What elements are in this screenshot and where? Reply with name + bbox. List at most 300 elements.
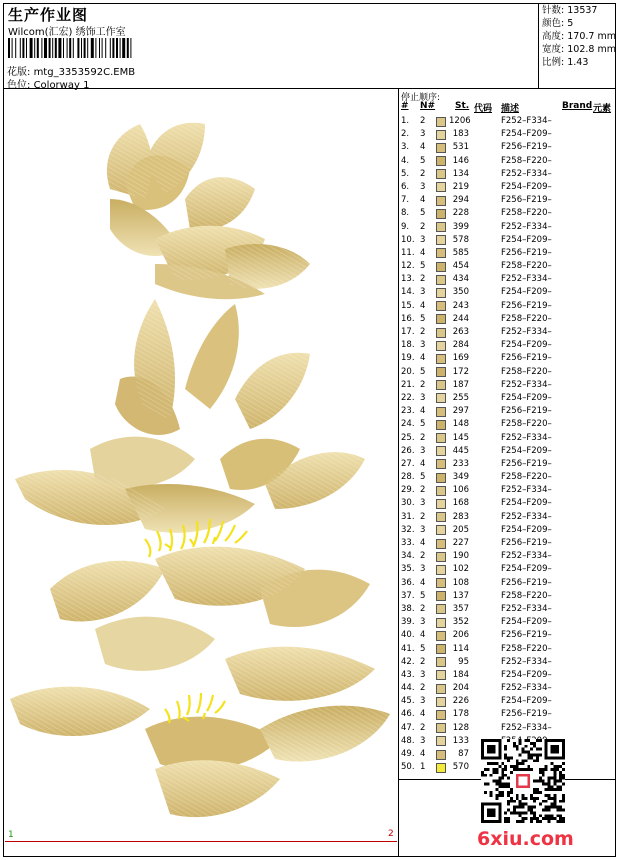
barcode-bar — [44, 38, 47, 58]
row-number: 31. — [401, 511, 415, 522]
stat-width — [542, 44, 616, 57]
qr-module — [545, 768, 548, 771]
qr-module — [539, 820, 542, 823]
qr-module — [553, 788, 556, 791]
row-color-number: 3 — [420, 564, 426, 575]
row-description: F256–F219– — [501, 353, 552, 364]
row-description: F256–F219– — [501, 709, 552, 720]
row-number: 30. — [401, 498, 415, 509]
barcode-bar — [91, 38, 94, 58]
qr-module — [530, 748, 533, 751]
barcode-bar — [34, 38, 35, 58]
qr-module — [495, 797, 498, 800]
qr-module — [533, 814, 536, 817]
qr-module — [536, 753, 539, 756]
row-number: 18. — [401, 340, 415, 351]
qr-module — [510, 791, 513, 794]
qr-module — [522, 806, 525, 809]
sequence-row — [399, 563, 599, 576]
qr-module — [527, 765, 530, 768]
color-swatch — [436, 262, 446, 272]
qr-module — [522, 794, 525, 797]
row-description: F252–F334– — [501, 603, 552, 614]
sequence-row — [399, 471, 599, 484]
row-description: F258–F220– — [501, 472, 552, 483]
header-element: 元素 — [593, 104, 612, 114]
qr-module — [539, 739, 542, 742]
sequence-row — [399, 656, 599, 669]
sequence-row — [399, 537, 599, 550]
qr-module — [513, 765, 516, 768]
row-stitches: 349 — [452, 472, 469, 483]
qr-module — [559, 809, 562, 812]
qr-module — [522, 759, 525, 762]
qr-module — [551, 806, 554, 809]
qr-module — [510, 811, 513, 814]
qr-module — [536, 748, 539, 751]
qr-module — [504, 765, 507, 768]
qr-module — [519, 762, 522, 765]
qr-module — [519, 814, 522, 817]
qr-module — [562, 800, 565, 803]
row-color-number: 4 — [420, 709, 426, 720]
row-stitches: 284 — [452, 340, 469, 351]
row-stitches: 148 — [452, 419, 469, 430]
qr-module — [545, 782, 548, 785]
qr-module — [551, 762, 554, 765]
qr-module — [519, 811, 522, 814]
qr-module — [553, 780, 556, 783]
qr-module — [504, 774, 507, 777]
barcode-bar — [26, 38, 27, 58]
row-stitches: 183 — [452, 129, 469, 140]
qr-module — [553, 771, 556, 774]
qr-module — [484, 768, 487, 771]
barcode-bar — [84, 38, 86, 58]
row-number: 21. — [401, 379, 415, 390]
row-color-number: 2 — [420, 722, 426, 733]
row-description: F258–F220– — [501, 208, 552, 219]
row-number: 46. — [401, 709, 415, 720]
qr-module — [533, 797, 536, 800]
stat-width-value: 102.8 mm — [567, 43, 616, 55]
sequence-row — [399, 603, 599, 616]
qr-module — [548, 820, 551, 823]
row-number: 23. — [401, 406, 415, 417]
color-swatch — [436, 473, 446, 483]
stat-scale-value: 1.43 — [567, 56, 589, 68]
barcode-bar — [127, 38, 129, 58]
row-number: 6. — [401, 181, 410, 192]
sequence-row — [399, 141, 599, 154]
row-description: F252–F334– — [501, 116, 552, 126]
qr-module — [545, 788, 548, 791]
barcode-bar — [112, 38, 114, 58]
color-swatch — [436, 618, 446, 628]
qr-module — [548, 785, 551, 788]
colorway-label: 色位: — [7, 80, 31, 91]
row-color-number: 3 — [420, 287, 426, 298]
qr-module — [562, 777, 565, 780]
row-color-number: 3 — [420, 669, 426, 680]
row-number: 42. — [401, 656, 415, 667]
qr-module — [548, 788, 551, 791]
qr-module — [501, 782, 504, 785]
row-color-number: 2 — [420, 603, 426, 614]
sequence-row — [399, 669, 599, 682]
color-swatch — [436, 525, 446, 535]
qr-module — [504, 782, 507, 785]
row-number: 33. — [401, 538, 415, 548]
qr-module — [504, 820, 507, 823]
stat-scale — [542, 57, 616, 70]
row-stitches: 102 — [452, 564, 469, 575]
qr-module — [551, 768, 554, 771]
row-description: F252–F334– — [501, 656, 552, 667]
qr-module — [527, 739, 530, 742]
qr-module — [522, 811, 525, 814]
row-number: 34. — [401, 551, 415, 562]
row-color-number: 5 — [420, 366, 426, 377]
row-number: 19. — [401, 353, 415, 364]
row-description: F256–F219– — [501, 142, 552, 153]
row-number: 28. — [401, 472, 415, 483]
qr-code — [481, 739, 565, 823]
qr-module — [527, 753, 530, 756]
row-number: 3. — [401, 142, 410, 153]
row-color-number: 3 — [420, 181, 426, 192]
row-stitches: 219 — [452, 181, 469, 192]
row-description: F258–F220– — [501, 419, 552, 430]
qr-module — [519, 742, 522, 745]
qr-module — [559, 800, 562, 803]
qr-module — [516, 820, 519, 823]
qr-module — [559, 771, 562, 774]
color-swatch — [436, 235, 446, 245]
qr-module — [530, 742, 533, 745]
qr-module — [556, 780, 559, 783]
row-stitches: 226 — [452, 696, 469, 707]
row-color-number: 4 — [420, 630, 426, 641]
qr-module — [495, 768, 498, 771]
qr-module — [507, 759, 510, 762]
row-stitches: 133 — [452, 735, 469, 746]
row-stitches: 95 — [458, 656, 469, 667]
row-stitches: 190 — [452, 551, 469, 562]
row-stitches: 227 — [452, 538, 469, 548]
qr-module — [539, 814, 542, 817]
row-description: F256–F219– — [501, 406, 552, 417]
color-swatch — [436, 697, 446, 707]
row-description: F252–F334– — [501, 168, 552, 179]
row-number: 25. — [401, 432, 415, 443]
barcode-bar — [81, 38, 82, 58]
row-number: 22. — [401, 392, 415, 403]
row-stitches: 205 — [452, 524, 469, 535]
row-description: F254–F209– — [501, 340, 552, 351]
row-stitches: 178 — [452, 709, 469, 720]
sequence-row — [399, 313, 599, 326]
frame-baseline — [5, 841, 397, 842]
row-color-number: 5 — [420, 208, 426, 219]
qr-module — [545, 794, 548, 797]
row-description: F252–F334– — [501, 432, 552, 443]
barcode-bar — [110, 38, 111, 58]
qr-module — [487, 762, 490, 765]
file-name: mtg_3353592C.EMB — [33, 67, 136, 78]
qr-module — [533, 759, 536, 762]
barcode-bar — [87, 38, 88, 58]
stat-stitches-value: 13537 — [567, 5, 598, 16]
sequence-row — [399, 445, 599, 458]
qr-module — [527, 756, 530, 759]
row-number: 24. — [401, 419, 415, 430]
row-description: F258–F220– — [501, 313, 552, 324]
qr-module — [522, 751, 525, 754]
qr-module — [542, 817, 545, 820]
row-stitches: 585 — [452, 247, 469, 258]
barcode-bar — [52, 38, 53, 58]
stat-stitches — [542, 5, 616, 18]
row-description: F254–F209– — [501, 617, 552, 628]
qr-module — [553, 774, 556, 777]
color-swatch — [436, 670, 446, 680]
qr-module — [562, 820, 565, 823]
row-number: 15. — [401, 300, 415, 311]
qr-module — [507, 809, 510, 812]
qr-module — [545, 817, 548, 820]
sequence-row — [399, 524, 599, 537]
qr-module — [536, 797, 539, 800]
qr-module — [551, 777, 554, 780]
barcode-bar — [102, 38, 103, 58]
row-description: F252–F334– — [501, 221, 552, 232]
qr-module — [504, 748, 507, 751]
row-color-number: 2 — [420, 683, 426, 694]
sequence-row — [399, 115, 599, 128]
header-brand: Brand — [562, 101, 593, 111]
color-swatch — [436, 182, 446, 192]
row-number: 13. — [401, 274, 415, 285]
qr-module — [539, 748, 542, 751]
row-stitches: 128 — [452, 722, 469, 733]
color-swatch — [436, 420, 446, 430]
qr-logo-inner — [519, 777, 528, 786]
qr-module — [513, 809, 516, 812]
row-number: 43. — [401, 669, 415, 680]
stats-divider — [538, 3, 539, 89]
color-swatch — [436, 657, 446, 667]
qr-module — [498, 777, 501, 780]
qr-module — [530, 806, 533, 809]
embroidery-artwork — [5, 89, 398, 839]
row-number: 35. — [401, 564, 415, 575]
qr-module — [504, 768, 507, 771]
qr-module — [498, 765, 501, 768]
barcode-bar — [69, 38, 71, 58]
sequence-row — [399, 629, 599, 642]
row-stitches: 531 — [452, 142, 469, 153]
row-stitches: 145 — [452, 432, 469, 443]
qr-module — [498, 782, 501, 785]
row-number: 8. — [401, 208, 410, 219]
row-color-number: 3 — [420, 617, 426, 628]
row-stitches: 352 — [452, 617, 469, 628]
row-number: 49. — [401, 749, 415, 759]
row-description: F256–F219– — [501, 577, 552, 588]
row-number: 47. — [401, 722, 415, 733]
row-color-number: 2 — [420, 379, 426, 390]
color-swatch — [436, 209, 446, 219]
qr-module — [522, 803, 525, 806]
row-stitches: 1206 — [449, 116, 471, 126]
qr-module — [556, 820, 559, 823]
qr-module — [501, 794, 504, 797]
row-stitches: 168 — [452, 498, 469, 509]
barcode-bar — [73, 38, 74, 58]
sequence-row — [399, 616, 599, 629]
row-stitches: 357 — [452, 603, 469, 614]
stat-height-value: 170.7 mm — [567, 30, 616, 42]
qr-module — [533, 800, 536, 803]
qr-module — [524, 751, 527, 754]
colorway-name: Colorway 1 — [33, 80, 90, 91]
qr-module — [519, 753, 522, 756]
qr-module — [556, 765, 559, 768]
qr-module — [484, 791, 487, 794]
qr-module — [490, 791, 493, 794]
row-description: F254–F209– — [501, 669, 552, 680]
sequence-row — [399, 194, 599, 207]
row-stitches: 228 — [452, 208, 469, 219]
qr-module — [548, 809, 551, 812]
qr-module — [507, 777, 510, 780]
qr-module — [542, 780, 545, 783]
qr-module — [548, 806, 551, 809]
qr-module — [504, 785, 507, 788]
sequence-row — [399, 695, 599, 708]
qr-module — [556, 788, 559, 791]
row-description: F252–F334– — [501, 551, 552, 562]
row-number: 16. — [401, 313, 415, 324]
qr-module — [533, 811, 536, 814]
color-swatch — [436, 196, 446, 206]
qr-module — [562, 797, 565, 800]
row-number: 10. — [401, 234, 415, 245]
qr-module — [501, 785, 504, 788]
qr-module — [553, 803, 556, 806]
row-description: F258–F220– — [501, 261, 552, 272]
color-swatch — [436, 169, 446, 179]
sequence-row — [399, 326, 599, 339]
qr-module — [495, 794, 498, 797]
row-color-number: 5 — [420, 261, 426, 272]
row-description: F258–F220– — [501, 366, 552, 377]
barcode-bar — [130, 38, 131, 58]
qr-module — [539, 803, 542, 806]
qr-module — [507, 739, 510, 742]
qr-module — [527, 809, 530, 812]
color-swatch — [436, 736, 446, 746]
row-color-number: 4 — [420, 538, 426, 548]
sequence-row — [399, 379, 599, 392]
color-swatch — [436, 499, 446, 509]
qr-module — [559, 780, 562, 783]
stat-height — [542, 31, 616, 44]
row-number: 26. — [401, 445, 415, 456]
qr-module — [533, 753, 536, 756]
row-stitches: 243 — [452, 300, 469, 311]
row-description: F254–F209– — [501, 524, 552, 535]
row-number: 14. — [401, 287, 415, 298]
qr-module — [516, 811, 519, 814]
row-color-number: 3 — [420, 234, 426, 245]
sequence-row — [399, 682, 599, 695]
sequence-row — [399, 722, 599, 735]
qr-module — [530, 753, 533, 756]
barcode-bar — [30, 38, 33, 58]
sequence-table — [399, 115, 599, 774]
header-desc: 描述 — [501, 104, 520, 114]
row-color-number: 3 — [420, 498, 426, 509]
qr-module — [522, 768, 525, 771]
qr-module — [484, 782, 487, 785]
color-swatch — [436, 341, 446, 351]
qr-module — [513, 800, 516, 803]
qr-module — [530, 820, 533, 823]
row-description: F256–F219– — [501, 630, 552, 641]
barcode-bar — [120, 38, 121, 58]
stat-stitches-label: 针数: — [542, 5, 565, 16]
sequence-row — [399, 405, 599, 418]
row-stitches: 570 — [452, 762, 469, 773]
stat-height-label: 高度: — [542, 30, 565, 42]
qr-module — [524, 803, 527, 806]
qr-module — [516, 765, 519, 768]
qr-module — [481, 774, 484, 777]
stat-scale-label: 比例: — [542, 56, 565, 68]
qr-module — [530, 756, 533, 759]
color-swatch — [436, 486, 446, 496]
color-swatch — [436, 130, 446, 140]
qr-module — [495, 780, 498, 783]
qr-module — [524, 759, 527, 762]
qr-module — [524, 768, 527, 771]
qr-module — [507, 785, 510, 788]
qr-module — [501, 777, 504, 780]
color-swatch — [436, 328, 446, 338]
row-number: 41. — [401, 643, 415, 654]
row-stitches: 146 — [452, 155, 469, 166]
row-number: 11. — [401, 247, 415, 258]
qr-module — [495, 788, 498, 791]
row-color-number: 3 — [420, 735, 426, 746]
row-color-number: 2 — [420, 511, 426, 522]
row-description: F252–F334– — [501, 485, 552, 496]
qr-module — [556, 806, 559, 809]
color-swatch — [436, 393, 446, 403]
qr-module — [487, 782, 490, 785]
row-stitches: 184 — [452, 669, 469, 680]
qr-module — [519, 820, 522, 823]
qr-module — [504, 753, 507, 756]
qr-module — [542, 774, 545, 777]
row-number: 9. — [401, 221, 410, 232]
qr-module — [553, 777, 556, 780]
qr-module — [539, 780, 542, 783]
qr-module — [553, 817, 556, 820]
header-code: 代码 — [474, 104, 493, 114]
